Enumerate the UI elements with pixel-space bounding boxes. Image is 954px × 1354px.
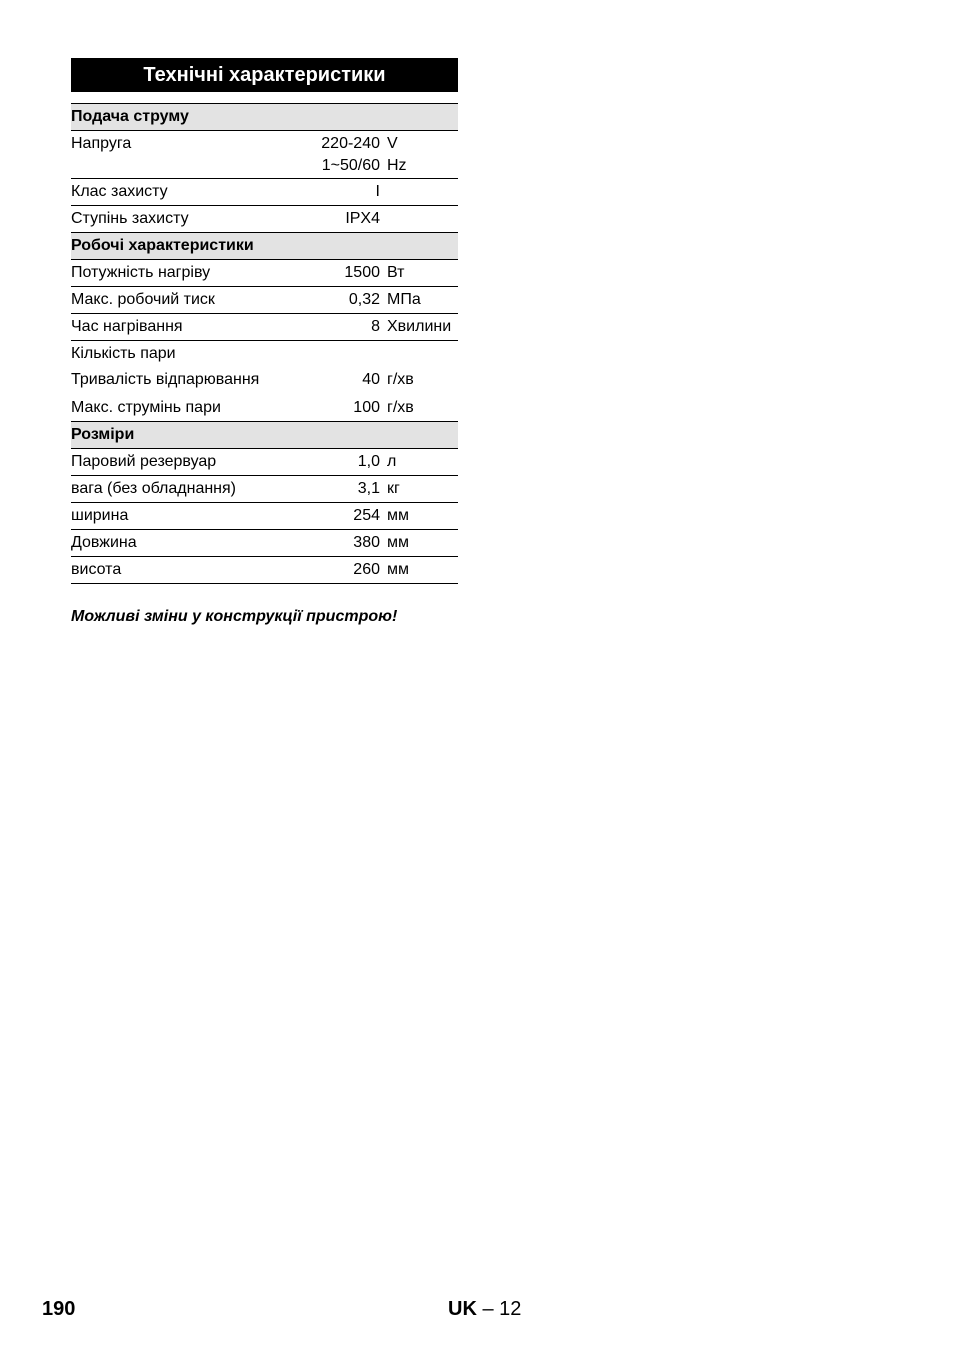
row-value: 1~50/60 [321, 157, 380, 174]
row-value: IPX4 [316, 206, 380, 233]
row-unit: Вт [380, 260, 458, 287]
row-unit [380, 341, 458, 368]
row-value: 254 [316, 503, 380, 530]
table-row [71, 314, 458, 341]
row-unit: л [380, 449, 458, 476]
row-label: вага (без обладнання) [71, 476, 316, 503]
section-heading: Розміри [71, 422, 458, 449]
row-label: Кількість пари [71, 345, 176, 362]
table-row [71, 557, 458, 584]
row-label: Макс. струмінь пари [71, 399, 221, 416]
row-label: ширина [71, 503, 316, 530]
row-unit: мм [380, 557, 458, 584]
row-unit: МПа [380, 287, 458, 314]
row-label: Паровий резервуар [71, 449, 316, 476]
row-unit: мм [380, 503, 458, 530]
row-value: 1500 [316, 260, 380, 287]
row-label: Потужність нагріву [71, 260, 316, 287]
footer-separator: – [482, 1298, 494, 1320]
row-value: I [316, 179, 380, 206]
row-label: висота [71, 557, 316, 584]
table-row [71, 395, 458, 422]
row-unit: Hz [387, 157, 407, 174]
language-code: UK [448, 1298, 477, 1320]
row-unit: Хвилини [380, 314, 458, 341]
row-value: 40 [362, 371, 380, 388]
row-label: Ступінь захисту [71, 206, 316, 233]
row-value [316, 341, 380, 368]
table-row [71, 287, 458, 314]
table-row [71, 503, 458, 530]
table-row [71, 206, 458, 233]
table-row [71, 367, 458, 395]
footer-section-code [448, 1298, 521, 1321]
section-heading: Робочі характеристики [71, 233, 458, 260]
section-header-performance [71, 233, 458, 260]
row-unit: г/хв [387, 399, 414, 416]
row-unit [380, 179, 458, 206]
table-row [71, 260, 458, 287]
row-label: Клас захисту [71, 179, 316, 206]
row-value: 8 [316, 314, 380, 341]
row-value: 0,32 [316, 287, 380, 314]
row-label: Напруга [71, 131, 316, 179]
table-row [71, 530, 458, 557]
row-label: Довжина [71, 530, 316, 557]
page-number: 190 [42, 1298, 76, 1320]
row-label: Тривалість відпарювання [71, 371, 260, 388]
table-row [71, 449, 458, 476]
page-title: Технічні характеристики [71, 58, 458, 92]
table-row [71, 341, 458, 368]
table-row [71, 179, 458, 206]
row-unit: г/хв [387, 371, 414, 388]
section-header-power-supply [71, 104, 458, 131]
section-header-dimensions [71, 422, 458, 449]
row-unit: мм [380, 530, 458, 557]
row-label: Макс. робочий тиск [71, 287, 316, 314]
table-row [71, 476, 458, 503]
row-value: 260 [316, 557, 380, 584]
row-unit [380, 206, 458, 233]
table-row [71, 131, 458, 179]
row-unit: кг [380, 476, 458, 503]
design-change-note: Можливі зміни у конструкції пристрою! [71, 608, 398, 625]
row-value: 100 [353, 399, 380, 416]
spec-table [71, 103, 458, 584]
row-value: 1,0 [316, 449, 380, 476]
row-label: Час нагрівання [71, 314, 316, 341]
row-value: 3,1 [316, 476, 380, 503]
row-unit: V [387, 135, 398, 152]
section-heading: Подача струму [71, 104, 458, 131]
section-page-number: 12 [499, 1298, 522, 1320]
row-value: 220-240 [321, 135, 380, 152]
row-value: 380 [316, 530, 380, 557]
